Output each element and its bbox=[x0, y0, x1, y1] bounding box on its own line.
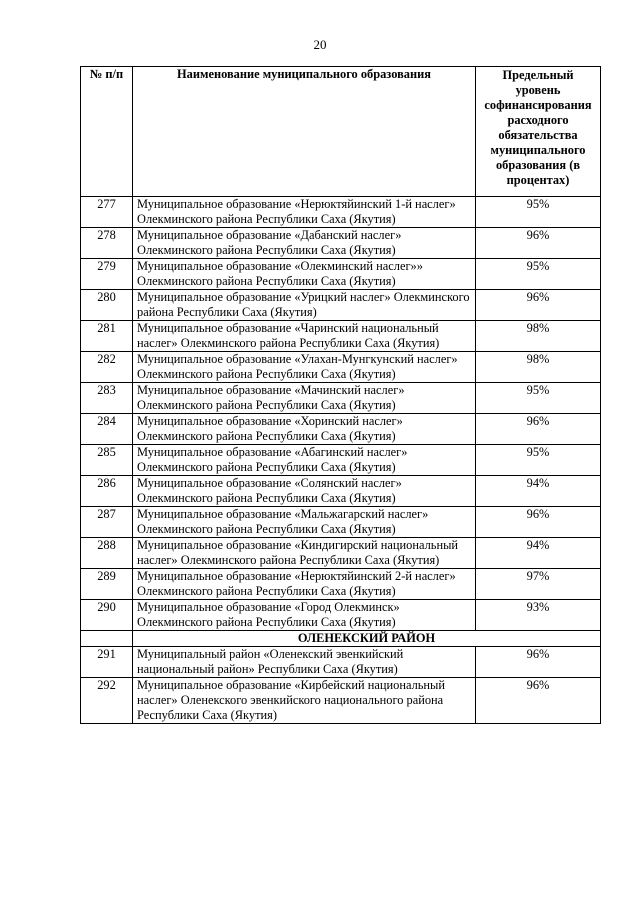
table-row bbox=[81, 383, 601, 414]
municipality-name: Муниципальное образование «Мачинский наслег» Олекминского района Республики Саха (Якутия) bbox=[133, 383, 476, 414]
cofinancing-value: 96% bbox=[476, 228, 601, 259]
cofinancing-value: 95% bbox=[476, 197, 601, 228]
table-row bbox=[81, 445, 601, 476]
municipality-name: Муниципальное образование «Олекминский наслег»» Олекминского района Республики Саха (Якутия) bbox=[133, 259, 476, 290]
row-number: 281 bbox=[81, 321, 133, 352]
section-num-cell bbox=[81, 631, 133, 647]
row-number: 277 bbox=[81, 197, 133, 228]
municipality-name: Муниципальное образование «Дабанский наслег» Олекминского района Республики Саха (Якутия) bbox=[133, 228, 476, 259]
cofinancing-value: 95% bbox=[476, 383, 601, 414]
cofinancing-value: 97% bbox=[476, 569, 601, 600]
municipality-name: Муниципальное образование «Нерюктяйинский 1-й наслег» Олекминского района Республики Саха (Якутия) bbox=[133, 197, 476, 228]
table-row bbox=[81, 352, 601, 383]
table-row bbox=[81, 600, 601, 631]
table-row bbox=[81, 414, 601, 445]
cofinancing-value: 94% bbox=[476, 538, 601, 569]
row-number: 282 bbox=[81, 352, 133, 383]
municipality-name: Муниципальное образование «Город Олекминск» Олекминского района Республики Саха (Якутия) bbox=[133, 600, 476, 631]
municipality-name: Муниципальное образование «Кирбейский национальный наслег» Оленекского эвенкийского национального района Республики Саха (Якутия) bbox=[133, 678, 476, 724]
header-num: № п/п bbox=[81, 67, 133, 197]
municipality-name: Муниципальное образование «Хоринский наслег» Олекминского района Республики Саха (Якутия) bbox=[133, 414, 476, 445]
header-name: Наименование муниципального образования bbox=[133, 67, 476, 197]
cofinancing-value: 96% bbox=[476, 414, 601, 445]
municipality-name: Муниципальное образование «Киндигирский национальный наслег» Олекминского района Республики Саха (Якутия) bbox=[133, 538, 476, 569]
cofinancing-value: 96% bbox=[476, 647, 601, 678]
municipality-name: Муниципальное образование «Урицкий наслег» Олекминского района Республики Саха (Якутия) bbox=[133, 290, 476, 321]
row-number: 280 bbox=[81, 290, 133, 321]
cofinancing-value: 96% bbox=[476, 507, 601, 538]
row-number: 292 bbox=[81, 678, 133, 724]
row-number: 287 bbox=[81, 507, 133, 538]
municipality-name: Муниципальное образование «Нерюктяйинский 2-й наслег» Олекминского района Республики Саха (Якутия) bbox=[133, 569, 476, 600]
cofinancing-value: 98% bbox=[476, 321, 601, 352]
municipality-name: Муниципальное образование «Абагинский наслег» Олекминского района Республики Саха (Якутия) bbox=[133, 445, 476, 476]
cofinancing-value: 93% bbox=[476, 600, 601, 631]
section-title: ОЛЕНЕКСКИЙ РАЙОН bbox=[133, 631, 601, 647]
row-number: 279 bbox=[81, 259, 133, 290]
row-number: 291 bbox=[81, 647, 133, 678]
table-body bbox=[81, 197, 601, 724]
row-number: 290 bbox=[81, 600, 133, 631]
row-number: 288 bbox=[81, 538, 133, 569]
row-number: 286 bbox=[81, 476, 133, 507]
cofinancing-table bbox=[80, 66, 601, 724]
table-row bbox=[81, 197, 601, 228]
cofinancing-value: 96% bbox=[476, 678, 601, 724]
table-row bbox=[81, 259, 601, 290]
municipality-name: Муниципальное образование «Солянский наслег» Олекминского района Республики Саха (Якутия) bbox=[133, 476, 476, 507]
table-row bbox=[81, 228, 601, 259]
page-number: 20 bbox=[313, 37, 327, 52]
municipality-name: Муниципальное образование «Чаринский национальный наслег» Олекминского района Республики Саха (Якутия) bbox=[133, 321, 476, 352]
cofinancing-value: 96% bbox=[476, 290, 601, 321]
cofinancing-value: 94% bbox=[476, 476, 601, 507]
table-row bbox=[81, 647, 601, 678]
cofinancing-value: 95% bbox=[476, 259, 601, 290]
table-row bbox=[81, 507, 601, 538]
row-number: 283 bbox=[81, 383, 133, 414]
table-row bbox=[81, 538, 601, 569]
municipality-name: Муниципальное образование «Мальжагарский наслег» Олекминского района Республики Саха (Якутия) bbox=[133, 507, 476, 538]
section-row bbox=[81, 631, 601, 647]
header-value: Предельный уровень софинансирования расходного обязательства муниципального образования (в процентах) bbox=[476, 67, 601, 197]
municipality-name: Муниципальное образование «Улахан-Мунгкунский наслег» Олекминского района Республики Саха (Якутия) bbox=[133, 352, 476, 383]
table-header-row bbox=[81, 67, 601, 197]
row-number: 289 bbox=[81, 569, 133, 600]
cofinancing-value: 98% bbox=[476, 352, 601, 383]
table-row bbox=[81, 678, 601, 724]
row-number: 285 bbox=[81, 445, 133, 476]
table-row bbox=[81, 569, 601, 600]
table-row bbox=[81, 321, 601, 352]
cofinancing-value: 95% bbox=[476, 445, 601, 476]
municipality-name: Муниципальный район «Оленекский эвенкийский национальный район» Республики Саха (Якутия) bbox=[133, 647, 476, 678]
table-row bbox=[81, 290, 601, 321]
row-number: 278 bbox=[81, 228, 133, 259]
table-row bbox=[81, 476, 601, 507]
row-number: 284 bbox=[81, 414, 133, 445]
